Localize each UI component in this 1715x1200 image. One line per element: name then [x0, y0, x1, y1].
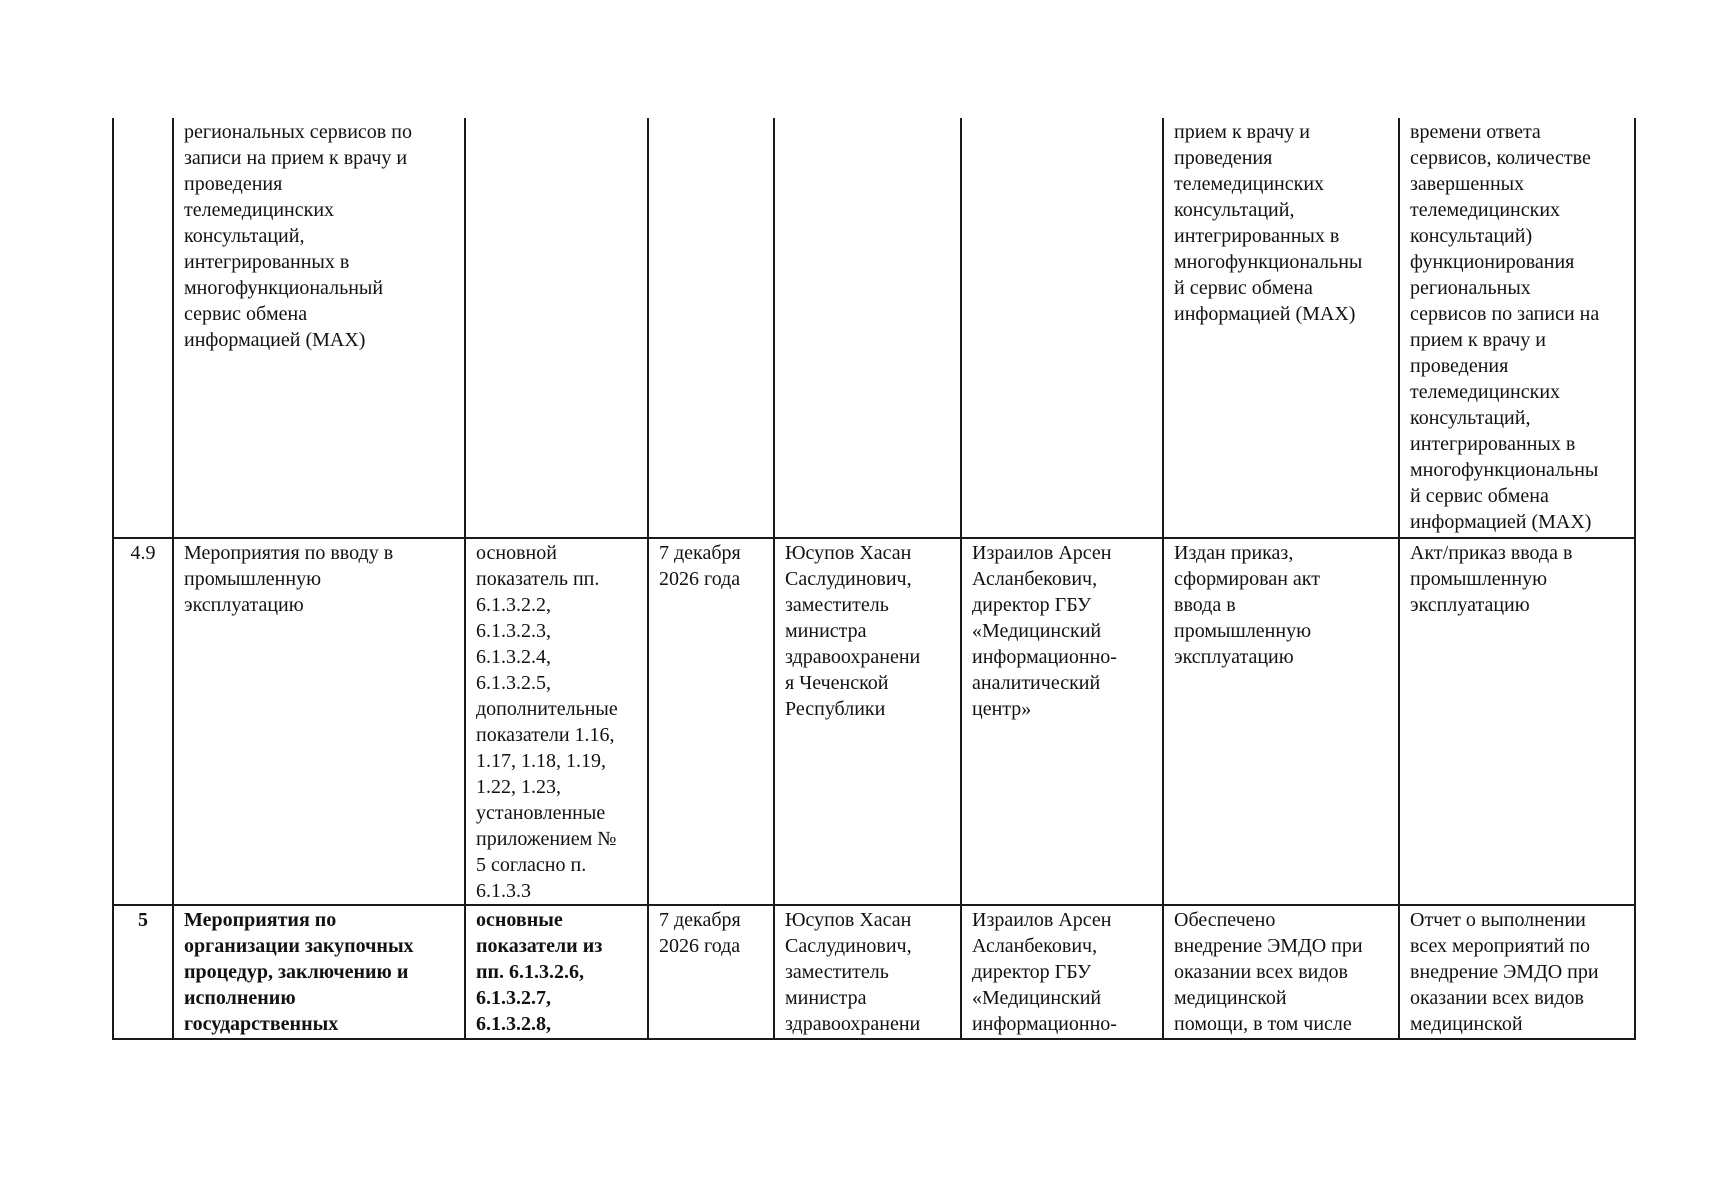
- row-number-cell: [113, 118, 173, 538]
- document-cell: времени ответа сервисов, количестве завершенных телемедицинских консультаций) функционирования региональных сервисов по записи на прием к врачу и проведения телемедицинских консультаций, интегрированных в многофункциональны й сервис обмена информацией (MAX): [1399, 118, 1635, 538]
- indicators-cell: [465, 118, 648, 538]
- executor-cell: Израилов Арсен Асланбекович, директор ГБУ «Медицинский информационно- аналитический центр»: [961, 538, 1163, 905]
- executor-cell: [961, 118, 1163, 538]
- table-row: [113, 538, 1635, 905]
- result-cell: прием к врачу и проведения телемедицинских консультаций, интегрированных в многофункциональны й сервис обмена информацией (MAX): [1163, 118, 1399, 538]
- indicators-cell: основной показатель пп. 6.1.3.2.2, 6.1.3.2.3, 6.1.3.2.4, 6.1.3.2.5, дополнительные показатели 1.16, 1.17, 1.18, 1.19, 1.22, 1.23, установленные приложением № 5 согласно п. 6.1.3.3: [465, 538, 648, 905]
- responsible-cell: [774, 118, 961, 538]
- activity-cell: региональных сервисов по записи на прием к врачу и проведения телемедицинских консультаций, интегрированных в многофункциональный сервис обмена информацией (MAX): [173, 118, 465, 538]
- document-cell: Акт/приказ ввода в промышленную эксплуатацию: [1399, 538, 1635, 905]
- activity-plan-table: [112, 118, 1636, 1040]
- document-cell: Отчет о выполнении всех мероприятий по внедрение ЭМДО при оказании всех видов медицинской: [1399, 905, 1635, 1039]
- responsible-cell: Юсупов Хасан Саслудинович, заместитель министра здравоохранени я Чеченской Республики: [774, 538, 961, 905]
- responsible-cell: Юсупов Хасан Саслудинович, заместитель министра здравоохранени: [774, 905, 961, 1039]
- table-row: [113, 905, 1635, 1039]
- activity-cell: Мероприятия по организации закупочных процедур, заключению и исполнению государственных: [173, 905, 465, 1039]
- indicators-cell: основные показатели из пп. 6.1.3.2.6, 6.1.3.2.7, 6.1.3.2.8,: [465, 905, 648, 1039]
- row-number-cell: 5: [113, 905, 173, 1039]
- executor-cell: Израилов Арсен Асланбекович, директор ГБУ «Медицинский информационно-: [961, 905, 1163, 1039]
- deadline-cell: 7 декабря 2026 года: [648, 538, 774, 905]
- row-number-cell: 4.9: [113, 538, 173, 905]
- activity-cell: Мероприятия по вводу в промышленную эксплуатацию: [173, 538, 465, 905]
- deadline-cell: [648, 118, 774, 538]
- result-cell: Обеспечено внедрение ЭМДО при оказании всех видов медицинской помощи, в том числе: [1163, 905, 1399, 1039]
- table-row: [113, 118, 1635, 538]
- result-cell: Издан приказ, сформирован акт ввода в промышленную эксплуатацию: [1163, 538, 1399, 905]
- deadline-cell: 7 декабря 2026 года: [648, 905, 774, 1039]
